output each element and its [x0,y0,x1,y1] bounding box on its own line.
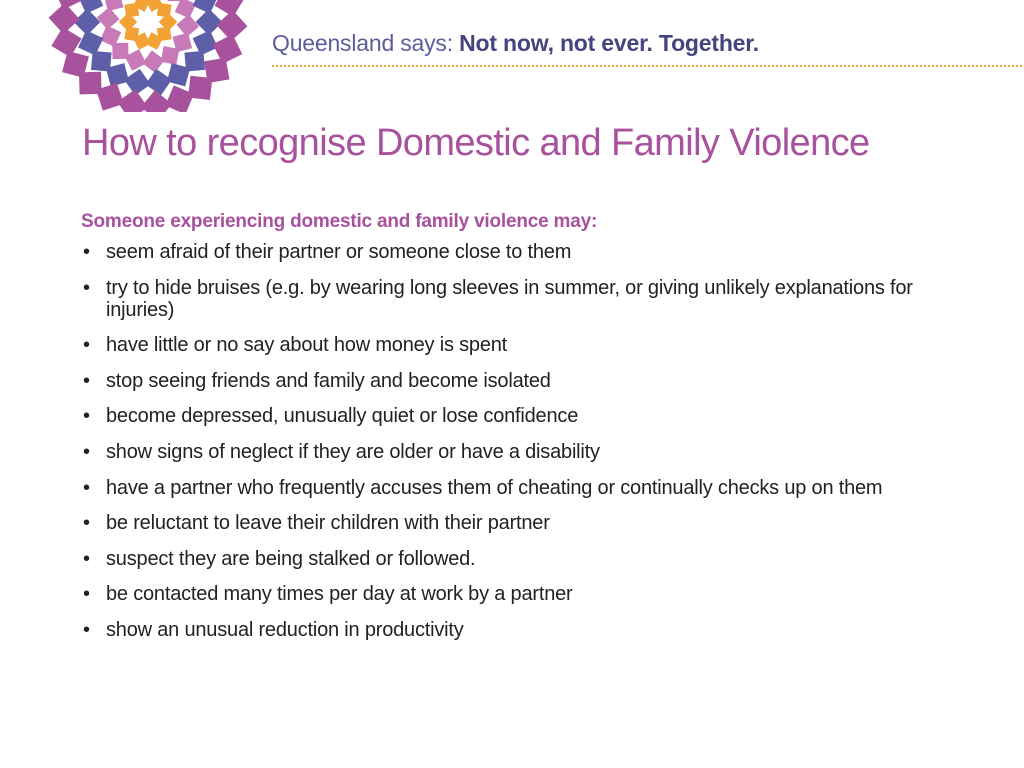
bullet-glyph: • [83,476,90,499]
list-item-text: suspect they are being stalked or followed. [106,547,476,570]
list-item [81,334,961,356]
list-heading: Someone experiencing domestic and family violence may: [81,211,598,232]
list-item-text: show an unusual reduction in productivity [106,618,464,641]
header-dotted-divider [272,65,1022,67]
bullet-glyph: • [83,618,90,641]
logo-tile [157,3,172,18]
bullet-glyph: • [83,440,90,463]
queensland-star-mosaic-icon [0,0,270,112]
list-item [81,512,961,534]
bullet-glyph: • [83,583,90,606]
tagline-prefix: Queensland says: [272,30,453,56]
logo-tile [214,0,244,17]
slide-title: How to recognise Domestic and Family Violence [82,122,870,164]
list-item-text: stop seeing friends and family and become isolated [106,369,551,392]
list-item-text: be contacted many times per day at work by a partner [106,583,573,606]
bullet-glyph: • [83,547,90,570]
list-item [81,548,961,570]
logo-tile [78,0,103,14]
bullet-glyph: • [83,241,90,263]
slide-body [81,207,961,655]
list-item [81,277,961,321]
logo-tile [161,46,180,65]
tagline-slogan: Not now, not ever. Together. [459,30,759,56]
campaign-tagline [272,28,759,58]
logo-tile [51,27,81,57]
list-item-text: become depressed, unusually quiet or lose confidence [106,405,579,428]
list-item [81,241,961,263]
list-item [81,619,961,641]
list-item [81,583,961,605]
list-item [81,370,961,392]
bullet-glyph: • [83,405,90,428]
logo-tile [124,69,150,95]
logo-tile [145,69,171,95]
logo-tile [142,50,164,72]
list-item-text: seem afraid of their partner or someone close to them [106,241,572,263]
logo-tile [193,0,218,14]
list-item [81,441,961,463]
queensland-logo [0,0,270,112]
list-item [81,405,961,427]
list-item-text: show signs of neglect if they are older or have a disability [106,440,600,463]
list-item-text: be reluctant to leave their children with their partner [106,512,550,535]
logo-tile [175,0,196,18]
list-item-text: try to hide bruises (e.g. by wearing long sleeves in summer, or giving unlikely explanations for injuries) [106,276,913,321]
bullet-glyph: • [83,334,90,357]
bullet-glyph: • [83,512,90,535]
bullet-glyph: • [83,369,90,392]
warning-signs-list [81,241,961,641]
bullet-glyph: • [83,276,90,299]
list-item [81,477,961,499]
list-item-text: have a partner who frequently accuses them of cheating or continually checks up on them [106,476,883,499]
list-item-text: have little or no say about how money is spent [106,334,508,357]
